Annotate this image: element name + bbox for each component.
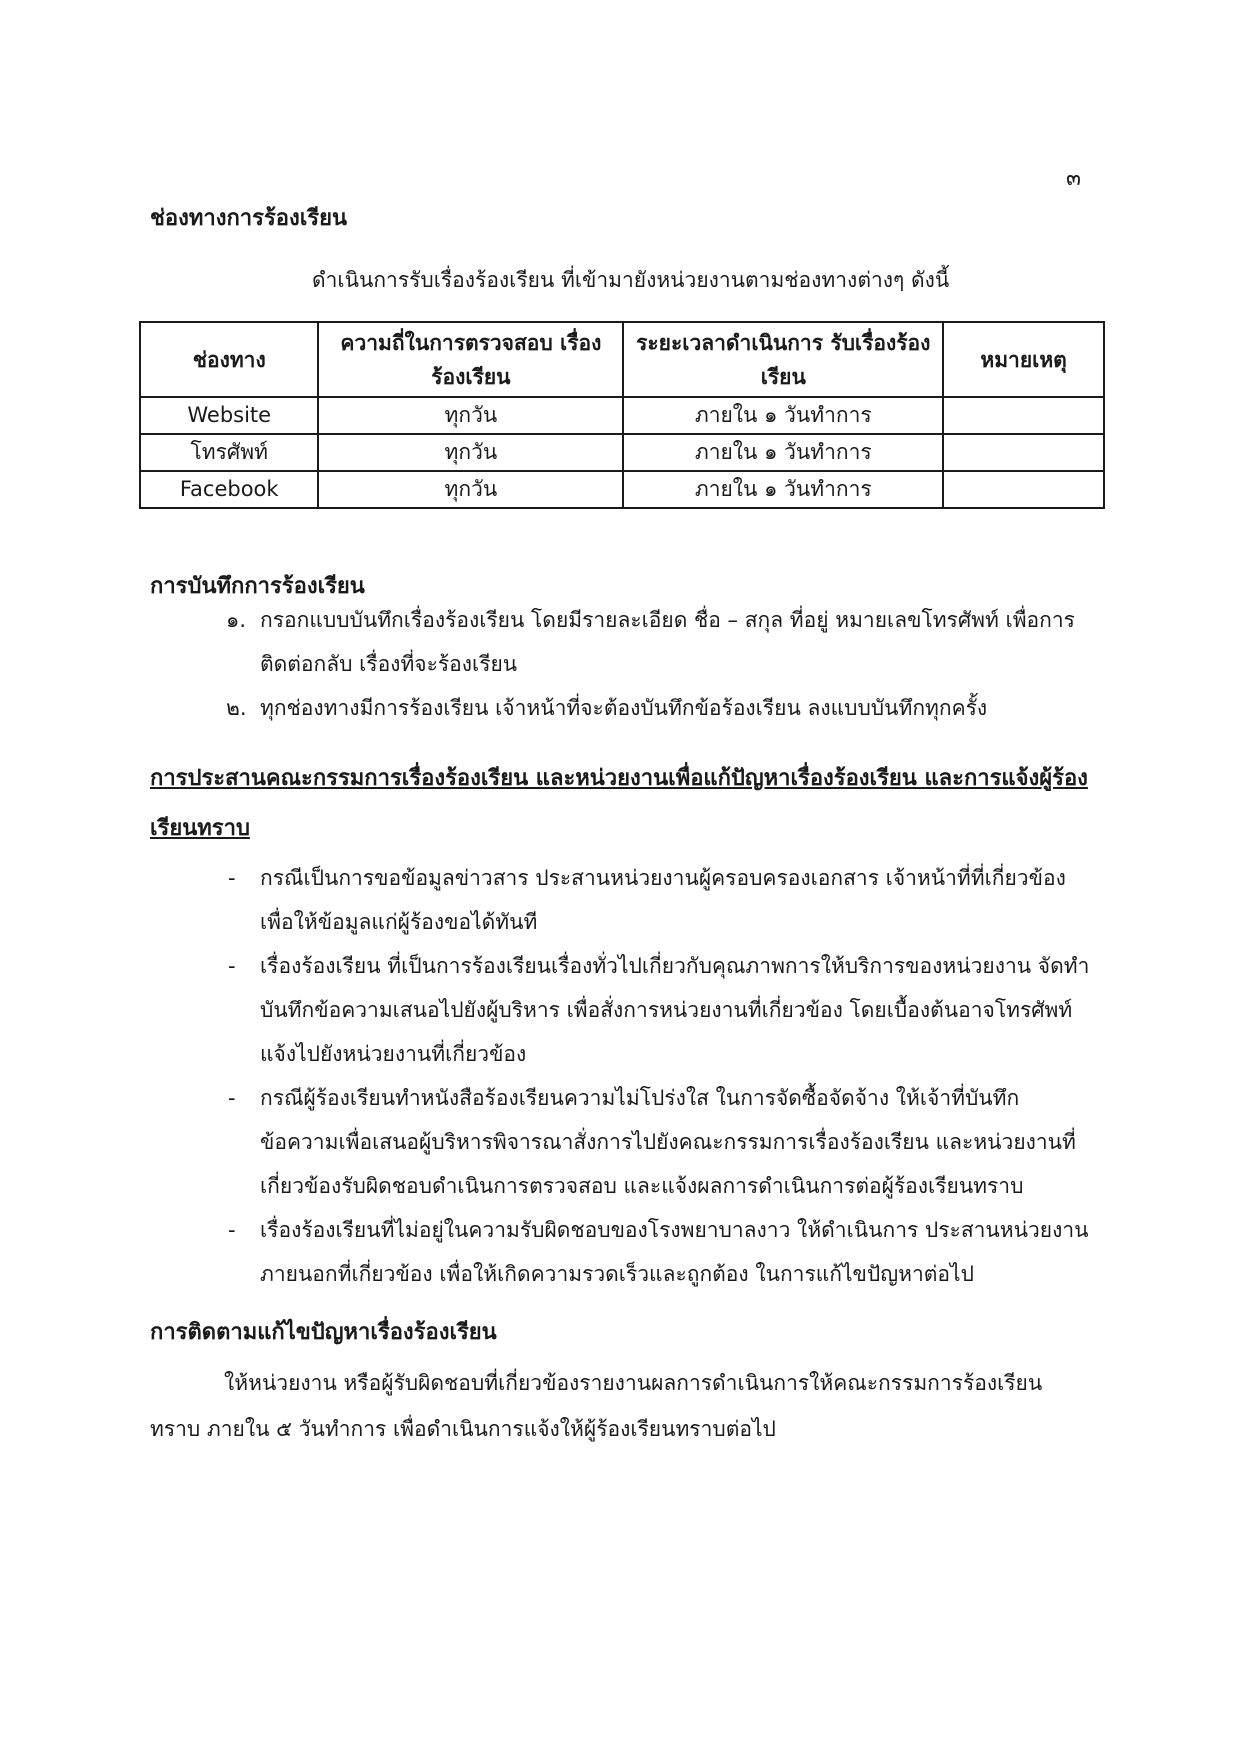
table-header-duration: ระยะเวลาดำเนินการ รับเรื่องร้องเรียน (623, 322, 943, 397)
list-item (150, 856, 1090, 944)
list-item (150, 1076, 1090, 1208)
table-cell-channel: Facebook (140, 471, 318, 508)
list-marker: - (228, 866, 236, 890)
table-header-row (140, 322, 1104, 397)
table-cell-duration: ภายใน ๑ วันทำการ (623, 434, 943, 471)
list-marker: ๑. (226, 608, 247, 632)
list-item-text: กรณีเป็นการขอข้อมูลข่าวสาร ประสานหน่วยงานผู้ครอบครองเอกสาร เจ้าหน้าที่ที่เกี่ยวข้อง เพื่อให้ข้อมูลแก่ผู้ร้องขอได้ทันที (260, 866, 1066, 934)
table-header-remark: หมายเหตุ (943, 322, 1104, 397)
table-cell-duration: ภายใน ๑ วันทำการ (623, 397, 943, 434)
table-cell-frequency: ทุกวัน (318, 397, 623, 434)
table-cell-channel: โทรศัพท์ (140, 434, 318, 471)
list-item-text: เรื่องร้องเรียนที่ไม่อยู่ในความรับผิดชอบของโรงพยาบาลงาว ให้ดำเนินการ ประสานหน่วยงานภายนอกที่เกี่ยวข้อง เพื่อให้เกิดความรวดเร็วและถูกต้อง ในการแก้ไขปัญหาต่อไป (260, 1218, 1089, 1286)
table-row (140, 434, 1104, 471)
list-item-text: กรณีผู้ร้องเรียนทำหนังสือร้องเรียนความไม่โปร่งใส ในการจัดซื้อจัดจ้าง ให้เจ้าที่บันทึกข้อความเพื่อเสนอผู้บริหารพิจารณาสั่งการไปยังคณะกรรมการเรื่องร้องเรียน และหน่วยงานที่เกี่ยวข้องรับผิดชอบดำเนินการตรวจสอบ และแจ้งผลการดำเนินการต่อผู้ร้องเรียนทราบ (260, 1086, 1076, 1198)
coordination-list (150, 856, 1090, 1296)
table-row (140, 397, 1104, 434)
list-marker: - (228, 1218, 236, 1242)
list-marker: - (228, 954, 236, 978)
list-item-text: เรื่องร้องเรียน ที่เป็นการร้องเรียนเรื่องทั่วไปเกี่ยวกับคุณภาพการให้บริการของหน่วยงาน จัดทำบันทึกข้อความเสนอไปยังผู้บริหาร เพื่อสั่งการหน่วยงานที่เกี่ยวข้อง โดยเบื้องต้นอาจโทรศัพท์แจ้งไปยังหน่วยงานที่เกี่ยวข้อง (260, 954, 1090, 1066)
list-marker: - (228, 1086, 236, 1110)
follow-up-paragraph: ให้หน่วยงาน หรือผู้รับผิดชอบที่เกี่ยวข้องรายงานผลการดำเนินการให้คณะกรรมการร้องเรียนทราบ ภายใน ๕ วันทำการ เพื่อดำเนินการแจ้งให้ผู้ร้องเรียนทราบต่อไป (150, 1371, 1043, 1441)
table-cell-channel: Website (140, 397, 318, 434)
table-cell-frequency: ทุกวัน (318, 471, 623, 508)
list-item (150, 598, 1090, 686)
table-header-channel: ช่องทาง (140, 322, 318, 397)
recording-steps-list (150, 598, 1090, 730)
intro-text: ดำเนินการรับเรื่องร้องเรียน ที่เข้ามายังหน่วยงานตามช่องทางต่างๆ ดังนี้ (312, 268, 950, 292)
section-heading-coordination: การประสานคณะกรรมการเรื่องร้องเรียน และหน่วยงานเพื่อแก้ปัญหาเรื่องร้องเรียน และการแจ้งผู้ร้องเรียนทราบ (150, 766, 1088, 841)
table-cell-remark (943, 434, 1104, 471)
table-cell-duration: ภายใน ๑ วันทำการ (623, 471, 943, 508)
list-item (150, 686, 1090, 730)
section-heading-follow-up: การติดตามแก้ไขปัญหาเรื่องร้องเรียน (150, 1320, 497, 1345)
table-row (140, 471, 1104, 508)
section-heading-complaint-recording: การบันทึกการร้องเรียน (150, 574, 365, 599)
list-item (150, 944, 1090, 1076)
complaint-channels-table (139, 321, 1105, 509)
section-heading-complaint-channels: ช่องทางการร้องเรียน (150, 206, 348, 231)
table-header-frequency: ความถี่ในการตรวจสอบ เรื่องร้องเรียน (318, 322, 623, 397)
table-cell-remark (943, 471, 1104, 508)
page-number: ๓ (1066, 166, 1082, 191)
list-item (150, 1208, 1090, 1296)
list-marker: ๒. (226, 696, 247, 720)
table-cell-frequency: ทุกวัน (318, 434, 623, 471)
list-item-text: ทุกช่องทางมีการร้องเรียน เจ้าหน้าที่จะต้องบันทึกข้อร้องเรียน ลงแบบบันทึกทุกครั้ง (260, 696, 988, 720)
table-cell-remark (943, 397, 1104, 434)
list-item-text: กรอกแบบบันทึกเรื่องร้องเรียน โดยมีรายละเอียด ชื่อ – สกุล ที่อยู่ หมายเลขโทรศัพท์ เพื่อการติดต่อกลับ เรื่องที่จะร้องเรียน (260, 608, 1075, 676)
